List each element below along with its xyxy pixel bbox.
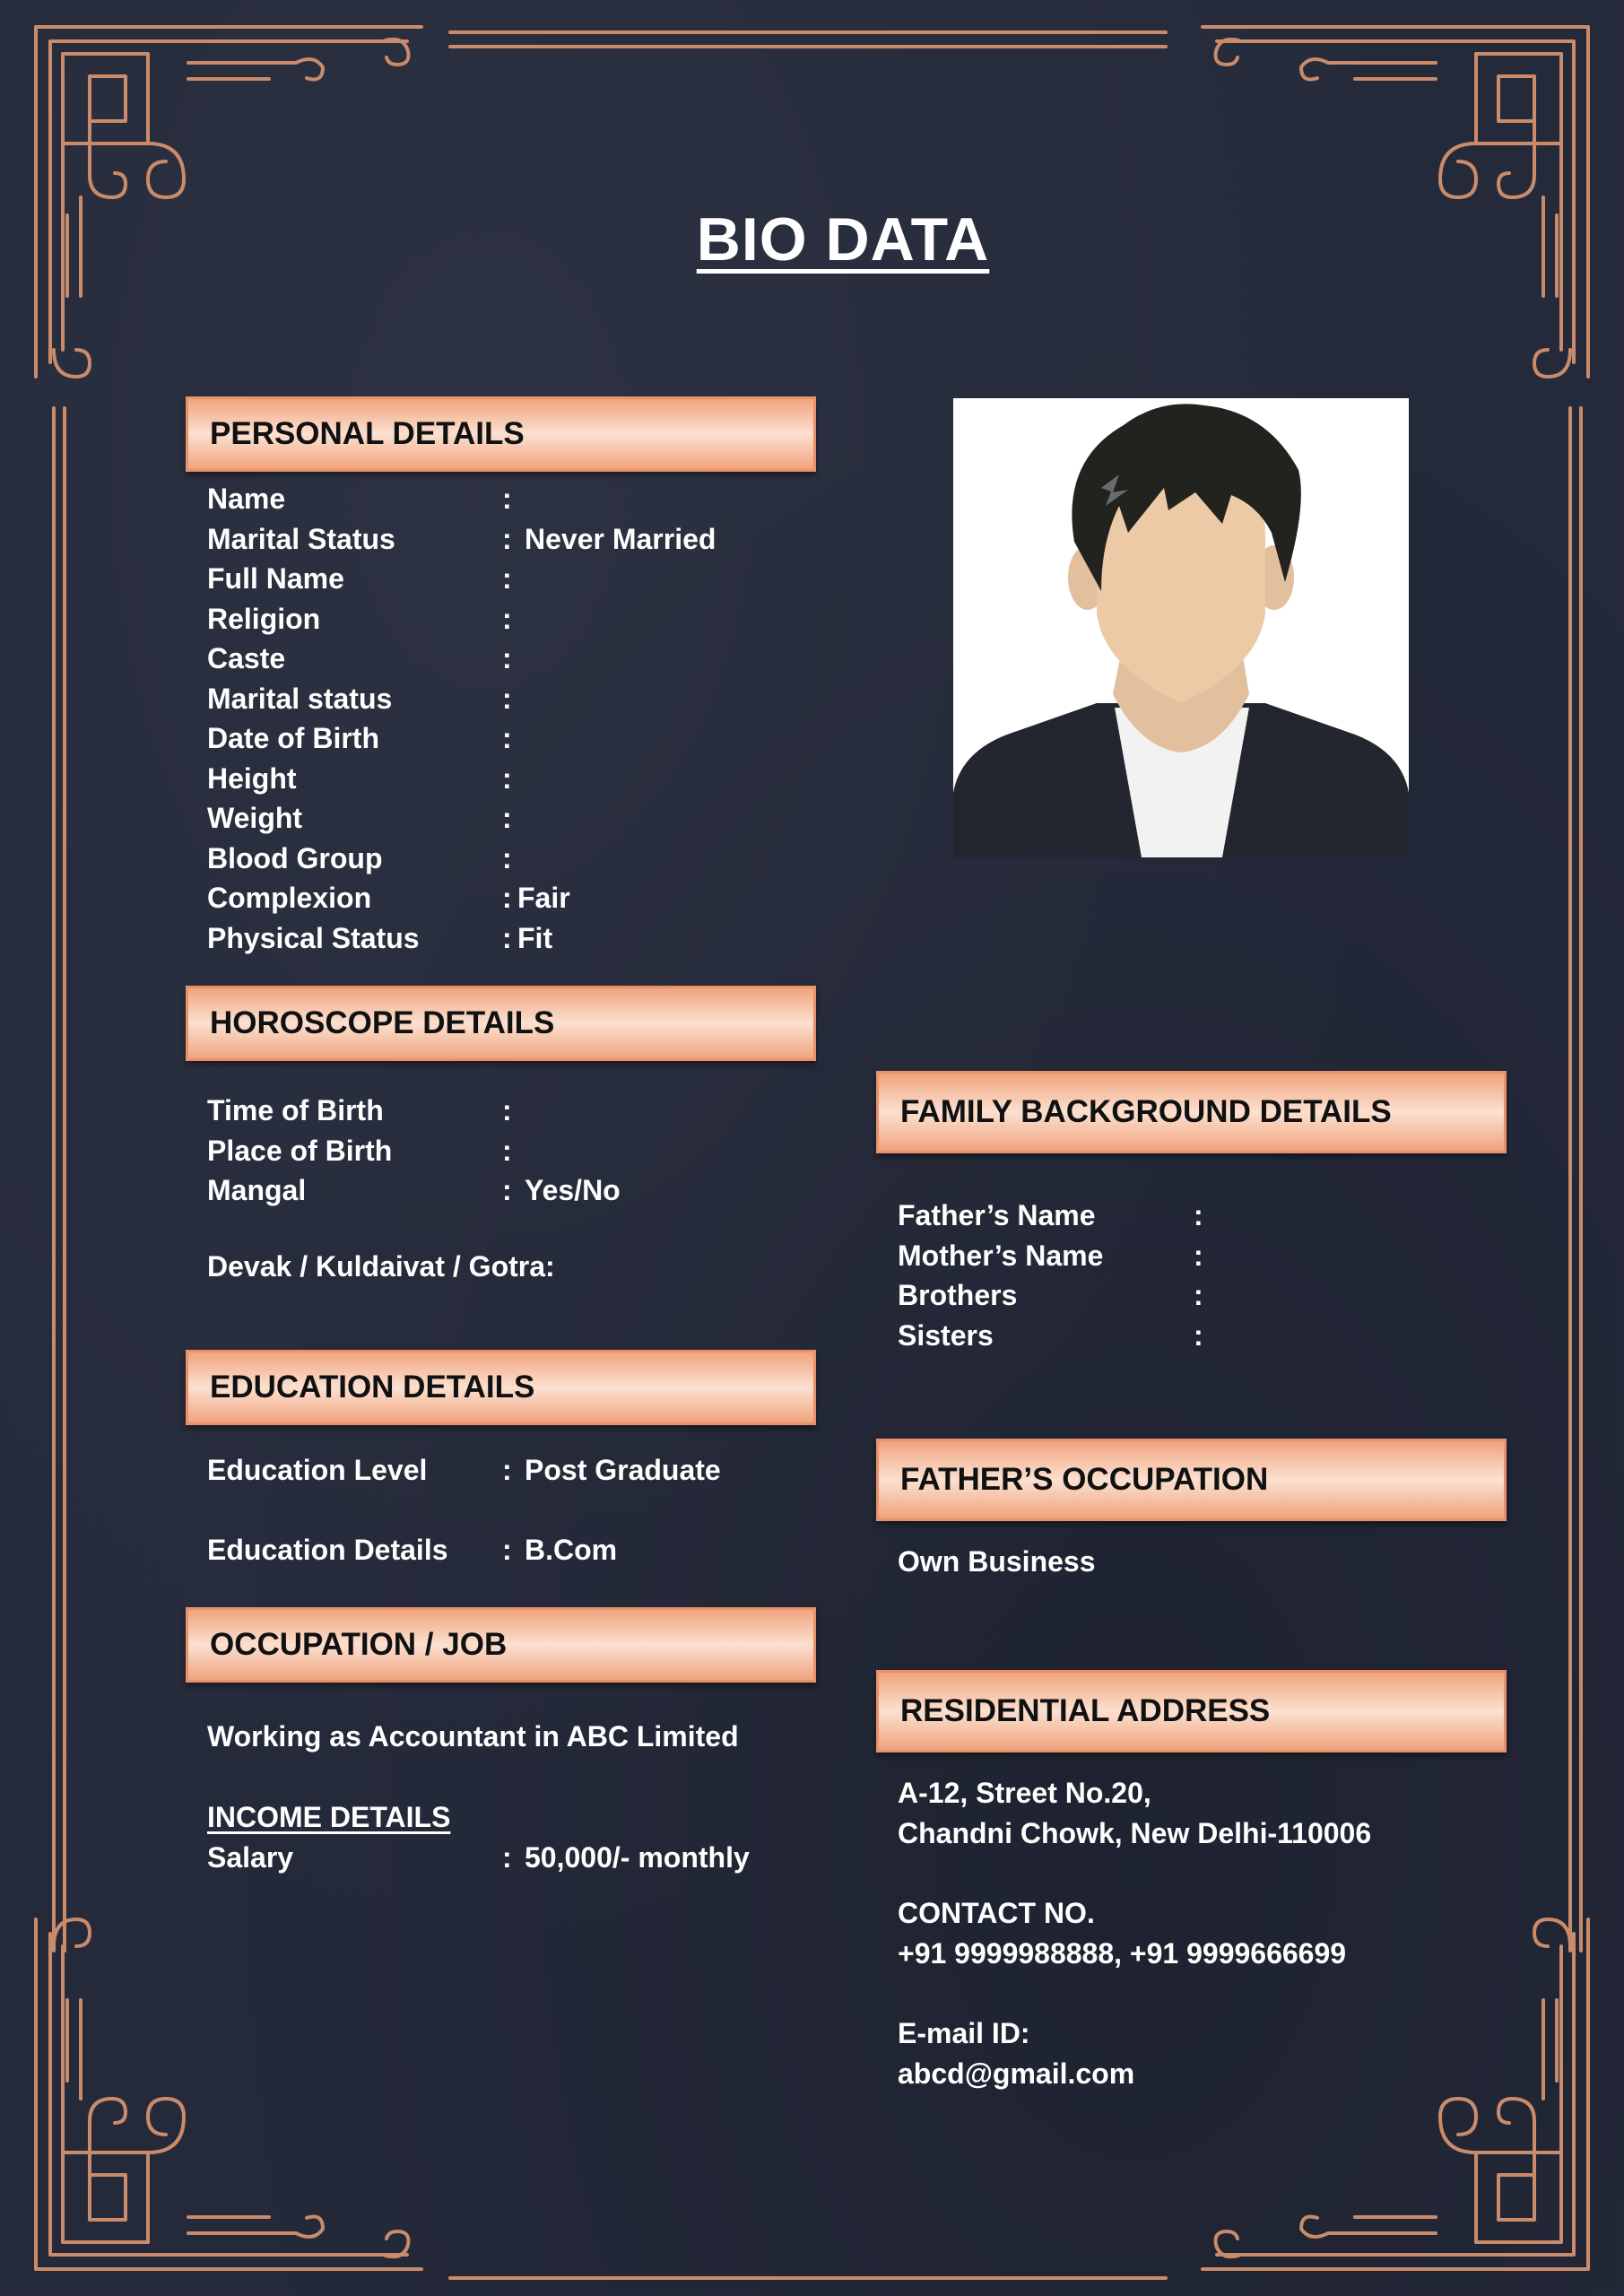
field-mangal: Mangal : Yes/No: [207, 1174, 621, 1206]
education-level-value: Post Graduate: [525, 1454, 721, 1486]
personal-details-list: [207, 479, 817, 958]
salary-value: 50,000/- monthly: [525, 1841, 750, 1874]
education-details-value: B.Com: [525, 1534, 618, 1566]
page-title: BIO DATA: [696, 205, 990, 274]
field-caste: Caste :: [207, 642, 512, 674]
email-label: E-mail ID:: [898, 2017, 1030, 2049]
field-full-name: Full Name :: [207, 562, 512, 595]
field-place-of-birth: Place of Birth :: [207, 1134, 512, 1167]
education-details-label: Education Details: [207, 1534, 448, 1566]
education-details-colon: :: [502, 1534, 512, 1566]
email-value: abcd@gmail.com: [898, 2057, 1135, 2090]
field-physical-status: Physical Status : Fit: [207, 921, 553, 954]
person-avatar-icon: [953, 398, 1409, 857]
contact-value: +91 9999988888, +91 9999666699: [898, 1937, 1347, 1970]
family-details-list: [898, 1196, 1489, 1355]
salary-label: Salary: [207, 1841, 294, 1874]
family-background-banner: FAMILY BACKGROUND DETAILS: [876, 1071, 1507, 1153]
field-weight: Weight :: [207, 802, 512, 834]
address-line-2: Chandni Chowk, New Delhi-110006: [898, 1817, 1372, 1849]
income-details-heading: INCOME DETAILS: [207, 1801, 451, 1833]
horoscope-details-list: [207, 1091, 817, 1211]
field-marital-status: Marital Status : Never Married: [207, 522, 716, 555]
gotra-label: Devak / Kuldaivat / Gotra:: [207, 1250, 555, 1283]
fathers-occupation-value: Own Business: [898, 1545, 1096, 1578]
fathers-occupation-banner: FATHER’S OCCUPATION: [876, 1439, 1507, 1521]
address-line-1: A-12, Street No.20,: [898, 1777, 1151, 1809]
education-details-banner: EDUCATION DETAILS: [186, 1350, 816, 1425]
contact-label: CONTACT NO.: [898, 1897, 1095, 1929]
occupation-description: Working as Accountant in ABC Limited: [207, 1720, 739, 1752]
horoscope-details-banner: HOROSCOPE DETAILS: [186, 986, 816, 1061]
field-mothers-name: Mother’s Name :: [898, 1239, 1203, 1272]
field-complexion: Complexion : Fair: [207, 882, 570, 914]
field-brothers: Brothers :: [898, 1279, 1203, 1311]
field-name: Name :: [207, 483, 512, 515]
occupation-banner: OCCUPATION / JOB: [186, 1607, 816, 1683]
salary-colon: :: [502, 1841, 512, 1874]
education-level-label: Education Level: [207, 1454, 428, 1486]
education-level-colon: :: [502, 1454, 512, 1486]
field-marital-status-2: Marital status :: [207, 682, 512, 715]
field-fathers-name: Father’s Name :: [898, 1199, 1203, 1231]
field-blood-group: Blood Group :: [207, 841, 512, 874]
field-date-of-birth: Date of Birth :: [207, 722, 512, 754]
personal-details-banner: PERSONAL DETAILS: [186, 396, 816, 472]
field-time-of-birth: Time of Birth :: [207, 1094, 512, 1126]
field-sisters: Sisters :: [898, 1318, 1203, 1352]
field-height: Height :: [207, 761, 512, 795]
residential-address-banner: RESIDENTIAL ADDRESS: [876, 1670, 1507, 1752]
field-religion: Religion :: [207, 602, 512, 635]
